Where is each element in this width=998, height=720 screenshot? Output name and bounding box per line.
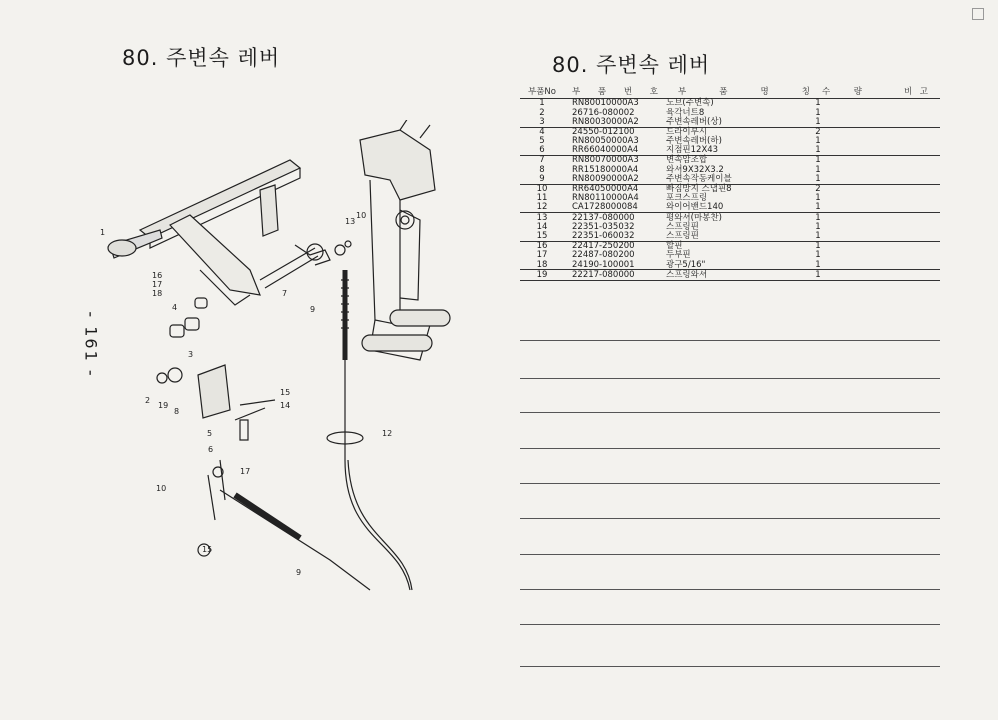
cell-quantity: 1 — [815, 212, 821, 223]
cell-part-number: RR15180000A4 — [572, 164, 639, 175]
cell-part-no: 2 — [539, 107, 545, 118]
parts-table — [520, 86, 940, 281]
cell-part-number: RN80030000A2 — [572, 116, 639, 127]
cell-part-no: 8 — [539, 164, 545, 175]
callout-16: 16 — [152, 271, 163, 280]
callout-15: 15 — [280, 388, 291, 397]
table-row — [520, 156, 940, 165]
cell-quantity: 1 — [815, 164, 821, 175]
table-row — [520, 270, 940, 280]
callout-6: 6 — [208, 445, 214, 454]
cell-quantity: 1 — [815, 250, 821, 261]
callout-19: 19 — [158, 401, 169, 410]
callout-17-lower: 17 — [240, 467, 251, 476]
callout-7: 7 — [282, 289, 288, 298]
cell-quantity: 1 — [815, 259, 821, 270]
cell-part-number: 24550-012100 — [572, 126, 635, 137]
table-row — [520, 99, 940, 108]
cell-quantity: 1 — [815, 230, 821, 241]
callout-10: 10 — [356, 211, 367, 220]
cell-quantity: 1 — [815, 193, 821, 204]
cell-quantity: 1 — [815, 136, 821, 147]
header-remarks: 비 고 — [904, 86, 928, 97]
cell-quantity: 1 — [815, 173, 821, 184]
cell-part-number: RR66040000A4 — [572, 145, 639, 156]
cell-part-no: 7 — [539, 155, 545, 166]
cell-part-no: 15 — [536, 230, 548, 241]
cell-part-no: 4 — [539, 126, 545, 137]
callout-3: 3 — [188, 350, 194, 359]
cell-part-name: 와이어밴드140 — [666, 202, 724, 213]
cell-part-name: 광구5/16" — [666, 259, 706, 270]
header-part-name: 부 품 명 칭 — [678, 86, 810, 97]
cell-part-number: 26716-080002 — [572, 107, 635, 118]
cell-part-no: 6 — [539, 145, 545, 156]
left-page-title: 80. 주변속 레버 — [122, 46, 281, 70]
corner-mark — [972, 8, 984, 20]
callout-5: 5 — [207, 429, 213, 438]
cell-quantity: 1 — [815, 269, 821, 280]
cell-part-name: 포크스프링 — [666, 193, 708, 204]
header-part-no: 부품No — [528, 86, 556, 97]
header-part-number: 부 품 번 호 — [572, 86, 658, 97]
cell-part-no: 19 — [536, 269, 548, 280]
cell-part-number: RN80110000A4 — [572, 193, 639, 204]
cell-part-no: 11 — [536, 193, 548, 204]
cell-part-name: 스프링와셔 — [666, 269, 708, 280]
cell-quantity: 1 — [815, 155, 821, 166]
header-quantity: 수 량 — [822, 86, 862, 97]
cell-part-number: 22417-250200 — [572, 241, 635, 252]
callout-17: 17 — [152, 280, 163, 289]
cell-part-no: 17 — [536, 250, 548, 261]
cell-quantity: 1 — [815, 241, 821, 252]
cell-part-number: RN80010000A3 — [572, 98, 639, 109]
callout-9-lower: 9 — [296, 568, 302, 577]
right-page-title: 80. 주변속 레버 — [552, 53, 711, 77]
callout-12: 12 — [382, 429, 393, 438]
cell-part-number: RN80070000A3 — [572, 155, 639, 166]
callout-8: 8 — [174, 407, 180, 416]
callout-13: 13 — [345, 217, 356, 226]
cell-part-number: 22487-080200 — [572, 250, 635, 261]
callout-1: 1 — [100, 228, 106, 237]
cell-part-number: 22351-035032 — [572, 221, 635, 232]
table-body — [520, 99, 940, 281]
cell-quantity: 1 — [815, 221, 821, 232]
cell-part-number: 22351-060032 — [572, 230, 635, 241]
cell-part-name: 빠짐방지 스냅핀8 — [666, 184, 732, 195]
cell-quantity: 1 — [815, 145, 821, 156]
cell-part-name: 드라이부시 — [666, 126, 708, 137]
cell-part-no: 1 — [539, 98, 545, 109]
cell-part-name: 주변속레버(상) — [666, 116, 722, 127]
table-row — [520, 251, 940, 260]
cell-part-name: 주변속작동케이블 — [666, 173, 732, 184]
callout-10-lower: 10 — [156, 484, 167, 493]
callout-18: 18 — [152, 289, 163, 298]
cell-part-name: 지점핀12X43 — [666, 145, 719, 156]
cell-quantity: 2 — [815, 126, 821, 137]
callout-14: 14 — [280, 401, 291, 410]
cell-part-no: 12 — [536, 202, 548, 213]
cell-part-name: 할핀 — [666, 241, 683, 252]
cell-quantity: 1 — [815, 107, 821, 118]
cell-part-number: 22137-080000 — [572, 212, 635, 223]
cell-part-name: 변속암조합 — [666, 155, 708, 166]
cell-part-name: 두부핀 — [666, 250, 691, 261]
cell-quantity: 1 — [815, 116, 821, 127]
cell-quantity: 1 — [815, 98, 821, 109]
cell-part-name: 와셔9X32X3.2 — [666, 164, 724, 175]
cell-part-name: 육각너트8 — [666, 107, 705, 118]
callout-4: 4 — [172, 303, 178, 312]
cell-quantity: 2 — [815, 184, 821, 195]
callout-15-lower: 15 — [202, 545, 213, 554]
table-row — [520, 108, 940, 117]
page-number: - 161 - — [81, 311, 101, 378]
cell-part-number: 22217-080000 — [572, 269, 635, 280]
cell-part-name: 평와셔(마봉찬) — [666, 212, 722, 223]
table-row — [520, 260, 940, 270]
cell-part-name: 스프링핀 — [666, 230, 699, 241]
cell-part-number: RN80050000A3 — [572, 136, 639, 147]
cell-part-no: 3 — [539, 116, 545, 127]
callout-9: 9 — [310, 305, 316, 314]
cell-part-name: 주변속레버(하) — [666, 136, 722, 147]
cell-part-no: 16 — [536, 241, 548, 252]
exploded-parts-diagram — [100, 120, 460, 620]
cell-part-name: 스프링핀 — [666, 221, 699, 232]
cell-part-number: RN80090000A2 — [572, 173, 639, 184]
table-row — [520, 203, 940, 213]
cell-part-no: 13 — [536, 212, 548, 223]
cell-quantity: 1 — [815, 202, 821, 213]
cell-part-number: 24190-100001 — [572, 259, 635, 270]
callout-2: 2 — [145, 396, 151, 405]
cell-part-no: 5 — [539, 136, 545, 147]
cell-part-no: 18 — [536, 259, 548, 270]
cell-part-number: CA1728000084 — [572, 202, 638, 213]
cell-part-no: 9 — [539, 173, 545, 184]
cell-part-name: 노브(주변속) — [666, 98, 714, 109]
cell-part-number: RR64050000A4 — [572, 184, 639, 195]
cell-part-no: 14 — [536, 221, 548, 232]
table-header — [520, 86, 940, 99]
cell-part-no: 10 — [536, 184, 548, 195]
